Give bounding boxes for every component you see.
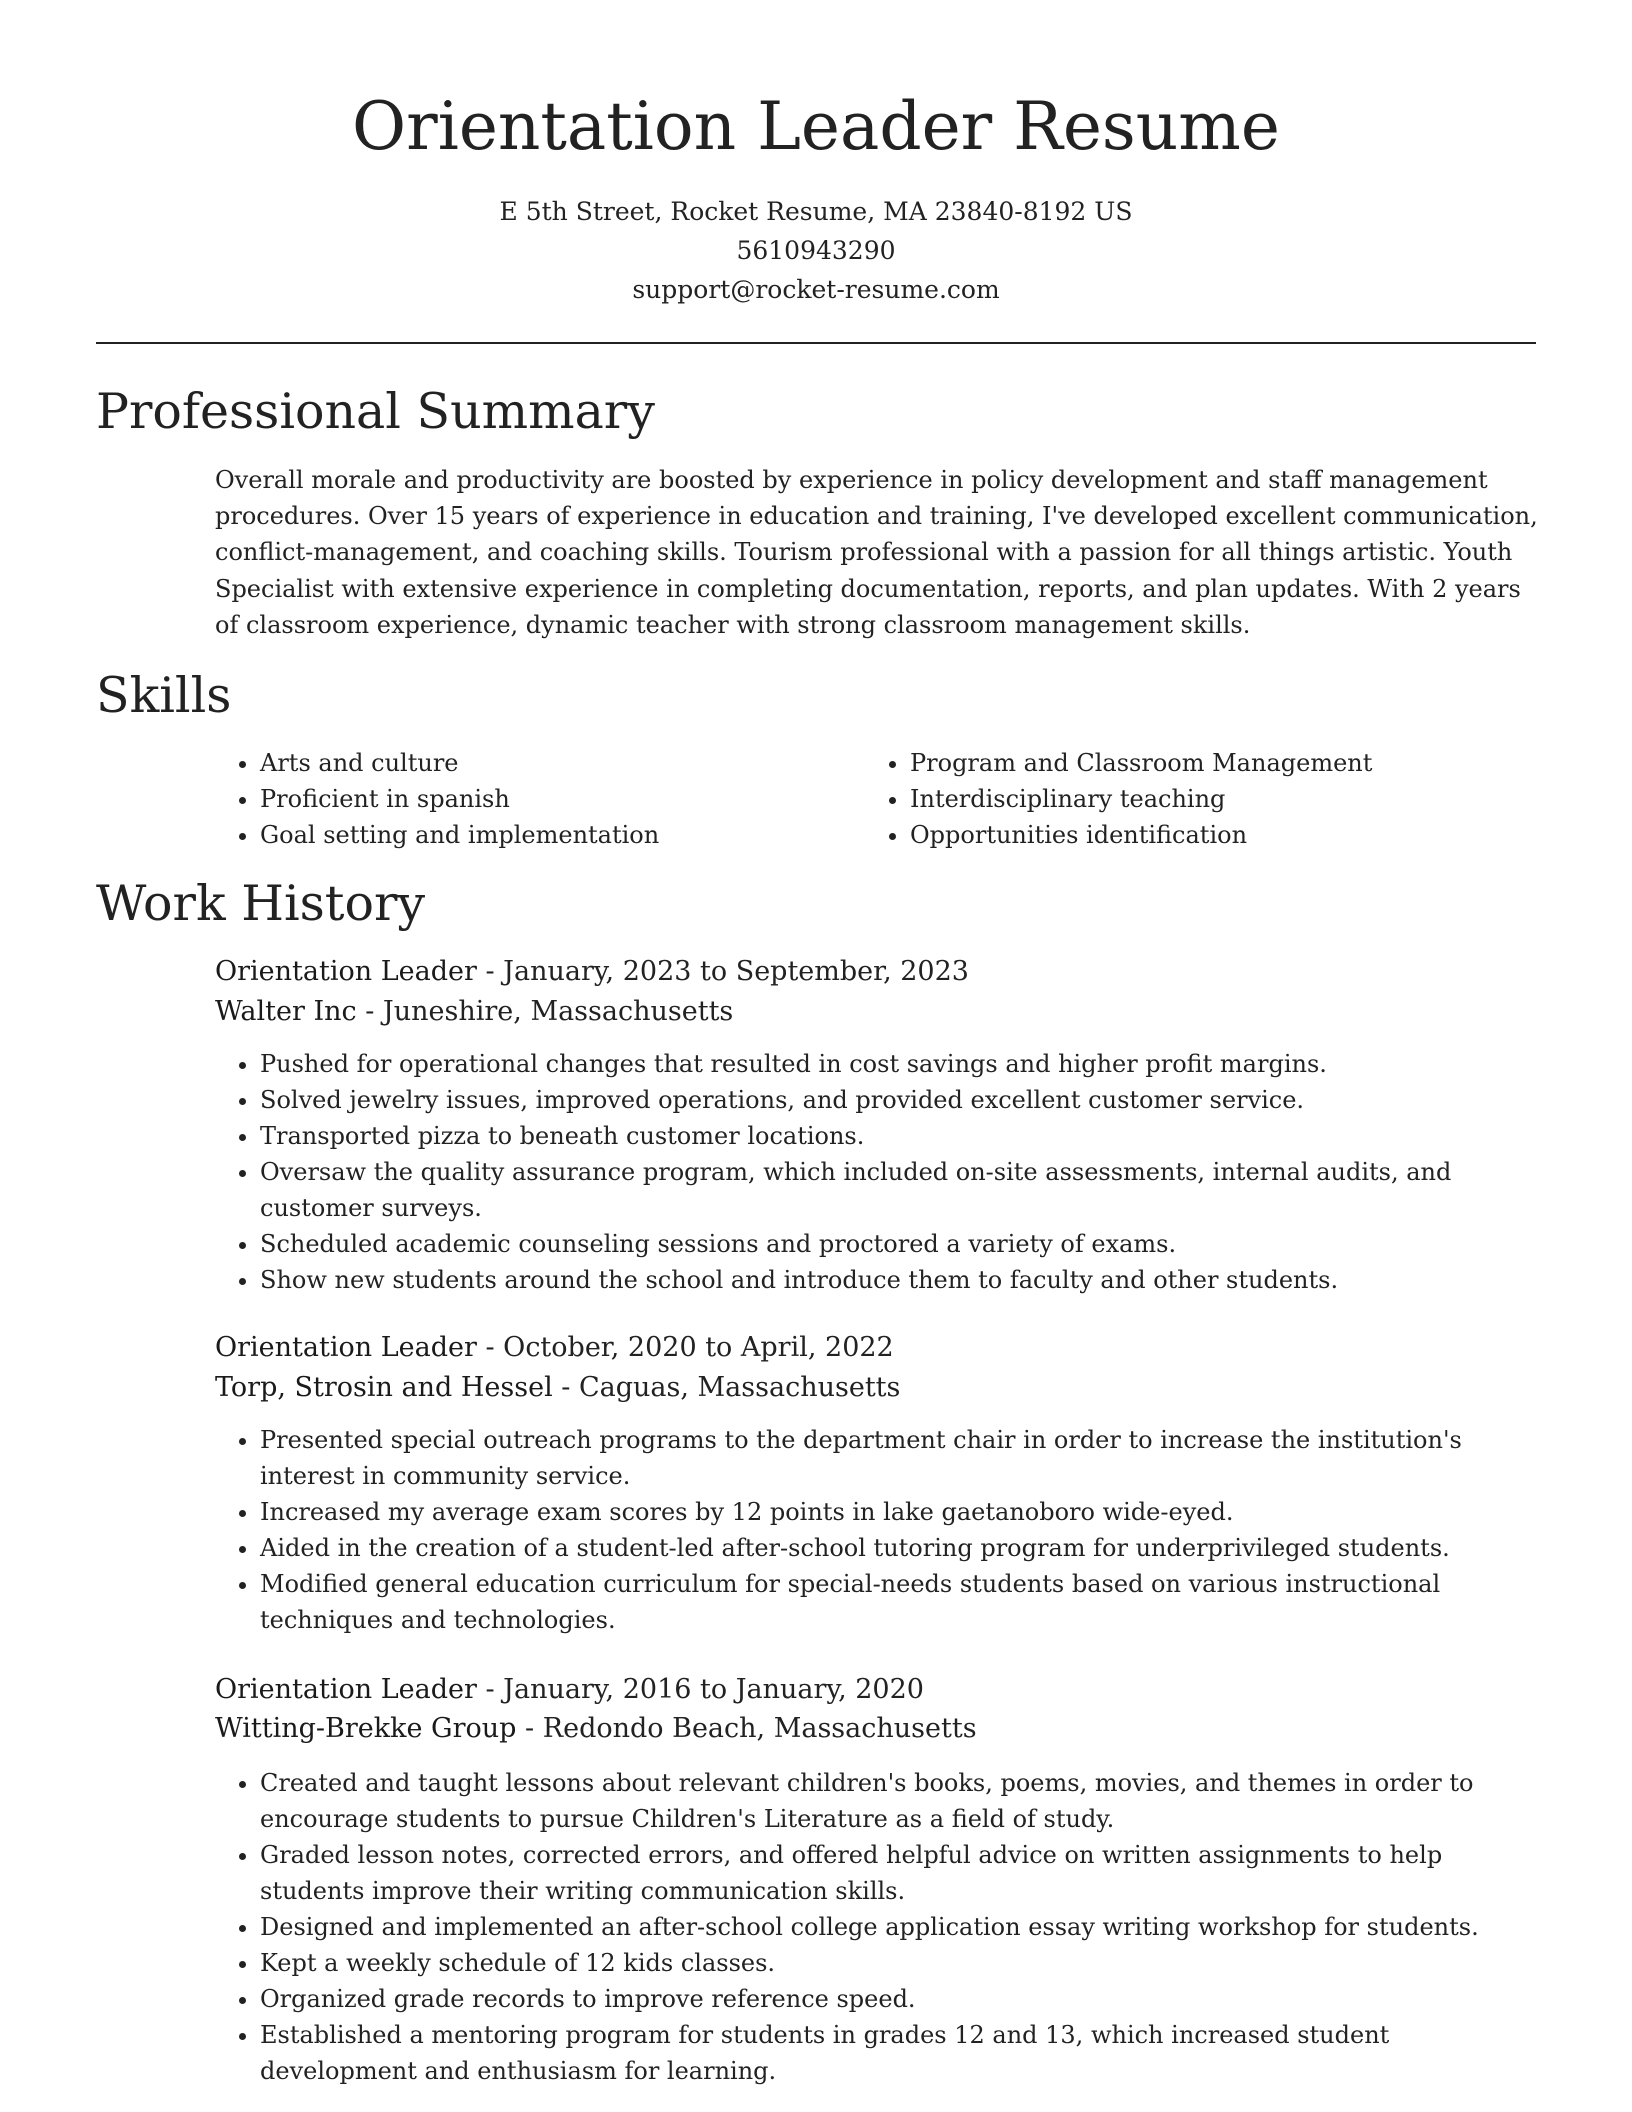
job-dates: - October, 2020 to April, 2022 <box>476 1332 894 1363</box>
job-bullet: • Solved jewelry issues, improved operations, and provided excellent customer service. <box>260 1082 1540 1118</box>
skill-item: • Goal setting and implementation <box>260 817 816 853</box>
job-bullet: • Established a mentoring program for students in grades 12 and 13, which increased student development and enthusiasm for learning. <box>260 2017 1540 2089</box>
job-title-line <box>215 1328 1540 1368</box>
job-role: Orientation Leader <box>215 1674 477 1705</box>
job-bullet: • Graded lesson notes, corrected errors, and offered helpful advice on written assignments to help students improve their writing communication skills. <box>260 1837 1540 1909</box>
job-bullet: • Designed and implemented an after-school college application essay writing workshop for students. <box>260 1909 1540 1945</box>
job-title-line <box>215 1670 1540 1710</box>
job-company: Witting-Brekke Group <box>215 1713 517 1744</box>
job-role: Orientation Leader <box>215 1332 477 1363</box>
job-company: Walter Inc <box>215 996 357 1027</box>
job-bullet: • Created and taught lessons about relevant children's books, poems, movies, and themes in order to encourage students to pursue Children's Literature as a field of study. <box>260 1765 1540 1837</box>
skills-heading: Skills <box>96 667 232 724</box>
job-bullet: • Show new students around the school and introduce them to faculty and other students. <box>260 1262 1540 1298</box>
skill-item: • Interdisciplinary teaching <box>910 781 1546 817</box>
job-location: - Juneshire, Massachusetts <box>356 996 734 1027</box>
skills-column-right <box>866 745 1546 853</box>
job-bullet: • Modified general education curriculum for special-needs students based on various instructional techniques and technologies. <box>260 1566 1540 1638</box>
job-dates: - January, 2016 to January, 2020 <box>476 1674 924 1705</box>
summary-text: Overall morale and productivity are boosted by experience in policy development and staff management procedures. Over 15 years of experience in education and training, I've developed excellent communication, conflict-management, and coaching skills. Tourism professional with a passion for all things artistic. Youth Specialist with extensive experience in completing documentation, reports, and plan updates. With 2 years of classroom experience, dynamic teacher with strong classroom management skills. <box>215 466 1538 639</box>
job-company-line <box>215 1709 1540 1749</box>
resume-title: Orientation Leader Resume <box>352 88 1280 165</box>
job-bullets <box>216 1422 1540 1638</box>
job-bullet: • Increased my average exam scores by 12 points in lake gaetanoboro wide-eyed. <box>260 1494 1540 1530</box>
job-bullet: • Organized grade records to improve reference speed. <box>260 1981 1540 2017</box>
skill-item: • Program and Classroom Management <box>910 745 1546 781</box>
skills-column-left <box>216 745 816 853</box>
address-line: E 5th Street, Rocket Resume, MA 23840-8192 US <box>499 197 1133 226</box>
contact-block <box>0 192 1632 309</box>
job-location: - Caguas, Massachusetts <box>552 1372 901 1403</box>
work-history-heading: Work History <box>96 875 426 932</box>
job-location: - Redondo Beach, Massachusetts <box>516 1713 977 1744</box>
skill-item: • Opportunities identification <box>910 817 1546 853</box>
job-bullet: • Pushed for operational changes that resulted in cost savings and higher profit margins. <box>260 1046 1540 1082</box>
email-line: support@rocket-resume.com <box>632 275 1000 304</box>
skill-item: • Proficient in spanish <box>260 781 816 817</box>
job-bullet: • Aided in the creation of a student-led after-school tutoring program for underprivileged students. <box>260 1530 1540 1566</box>
job-role: Orientation Leader <box>215 956 477 987</box>
job-bullets <box>216 1765 1540 2089</box>
job-bullets <box>216 1046 1540 1298</box>
job-company-line <box>215 1368 1540 1408</box>
job-bullet: • Transported pizza to beneath customer locations. <box>260 1118 1540 1154</box>
job-company-line <box>215 992 1540 1032</box>
summary-heading: Professional Summary <box>96 383 655 440</box>
job-dates: - January, 2023 to September, 2023 <box>476 956 969 987</box>
job-title-line <box>215 952 1540 992</box>
skill-item: • Arts and culture <box>260 745 816 781</box>
job-bullet: • Kept a weekly schedule of 12 kids classes. <box>260 1945 1540 1981</box>
job-bullet: • Scheduled academic counseling sessions and proctored a variety of exams. <box>260 1226 1540 1262</box>
job-bullet: • Presented special outreach programs to the department chair in order to increase the institution's interest in community service. <box>260 1422 1540 1494</box>
job-bullet: • Oversaw the quality assurance program, which included on-site assessments, internal audits, and customer surveys. <box>260 1154 1540 1226</box>
job-company: Torp, Strosin and Hessel <box>215 1372 553 1403</box>
header-divider <box>96 342 1536 344</box>
phone-line: 5610943290 <box>736 236 896 265</box>
